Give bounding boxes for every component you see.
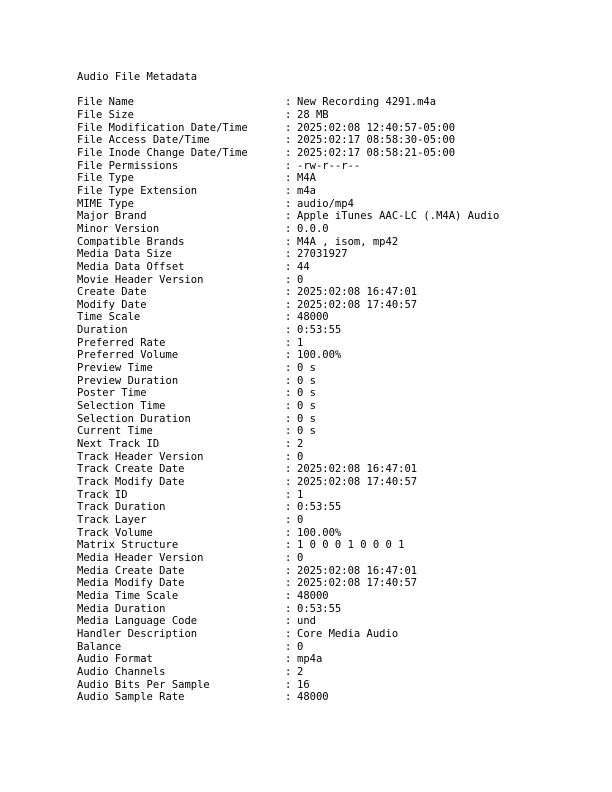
- metadata-key: Preferred Volume: [77, 349, 179, 362]
- metadata-key: Preview Duration: [77, 374, 179, 387]
- metadata-separator: :: [285, 298, 292, 311]
- metadata-key: Media Data Offset: [77, 260, 185, 273]
- metadata-separator: :: [285, 235, 292, 248]
- metadata-key: Media Data Size: [77, 248, 172, 261]
- metadata-key: Media Language Code: [77, 615, 198, 628]
- metadata-key: File Name: [77, 96, 134, 109]
- metadata-row: [77, 324, 499, 337]
- metadata-row: [77, 223, 499, 236]
- metadata-value: 16: [297, 678, 310, 691]
- metadata-separator: :: [285, 374, 292, 387]
- metadata-key: Major Brand: [77, 210, 147, 223]
- metadata-separator: :: [285, 362, 292, 375]
- metadata-value: 0.0.0: [297, 222, 329, 235]
- metadata-separator: :: [285, 425, 292, 438]
- metadata-value: 0:53:55: [297, 602, 342, 615]
- metadata-value: 2: [297, 665, 304, 678]
- metadata-separator: :: [285, 627, 292, 640]
- metadata-row: [77, 425, 499, 438]
- metadata-separator: :: [285, 665, 292, 678]
- metadata-separator: :: [285, 222, 292, 235]
- metadata-separator: :: [285, 96, 292, 109]
- metadata-row: [77, 134, 499, 147]
- metadata-separator: :: [285, 336, 292, 349]
- metadata-separator: :: [285, 526, 292, 539]
- metadata-separator: :: [285, 387, 292, 400]
- metadata-row: [77, 400, 499, 413]
- metadata-key: Track Volume: [77, 526, 153, 539]
- metadata-value: 0: [297, 640, 304, 653]
- metadata-row: [77, 451, 499, 464]
- metadata-row: [77, 96, 499, 109]
- metadata-separator: :: [285, 197, 292, 210]
- metadata-key: Media Time Scale: [77, 589, 179, 602]
- metadata-key: Audio Channels: [77, 665, 166, 678]
- metadata-key: Media Duration: [77, 602, 166, 615]
- metadata-value: 0 s: [297, 374, 316, 387]
- metadata-value: 1: [297, 336, 304, 349]
- metadata-row: [77, 185, 499, 198]
- metadata-key: Matrix Structure: [77, 539, 179, 552]
- metadata-row: [77, 299, 499, 312]
- metadata-separator: :: [285, 121, 292, 134]
- metadata-value: 0: [297, 551, 304, 564]
- metadata-separator: :: [285, 412, 292, 425]
- metadata-key: File Inode Change Date/Time: [77, 146, 248, 159]
- metadata-key: File Modification Date/Time: [77, 121, 248, 134]
- metadata-value: 2: [297, 438, 304, 451]
- metadata-row: [77, 210, 499, 223]
- metadata-separator: :: [285, 551, 292, 564]
- metadata-key: Track ID: [77, 488, 128, 501]
- metadata-row: [77, 160, 499, 173]
- metadata-separator: :: [285, 589, 292, 602]
- metadata-row: [77, 311, 499, 324]
- metadata-value: 0: [297, 273, 304, 286]
- metadata-value: 2025:02:08 16:47:01: [297, 564, 418, 577]
- metadata-row: [77, 274, 499, 287]
- metadata-key: Minor Version: [77, 222, 160, 235]
- metadata-key: Track Header Version: [77, 450, 204, 463]
- metadata-row: [77, 198, 499, 211]
- metadata-row: [77, 603, 499, 616]
- metadata-key: Current Time: [77, 425, 153, 438]
- metadata-key: Audio Sample Rate: [77, 691, 185, 704]
- metadata-separator: :: [285, 184, 292, 197]
- metadata-separator: :: [285, 463, 292, 476]
- metadata-value: Core Media Audio: [297, 627, 399, 640]
- metadata-key: Track Duration: [77, 501, 166, 514]
- metadata-document: [77, 71, 499, 704]
- metadata-row: [77, 641, 499, 654]
- metadata-key: Audio Bits Per Sample: [77, 678, 210, 691]
- metadata-value: 48000: [297, 589, 329, 602]
- metadata-row: [77, 286, 499, 299]
- metadata-separator: :: [285, 286, 292, 299]
- metadata-row: [77, 527, 499, 540]
- metadata-value: Apple iTunes AAC-LC (.M4A) Audio: [297, 210, 500, 223]
- metadata-key: Preview Time: [77, 362, 153, 375]
- metadata-key: Duration: [77, 324, 128, 337]
- metadata-separator: :: [285, 311, 292, 324]
- metadata-separator: :: [285, 260, 292, 273]
- metadata-key: Create Date: [77, 286, 147, 299]
- metadata-separator: :: [285, 324, 292, 337]
- metadata-separator: :: [285, 488, 292, 501]
- metadata-value: audio/mp4: [297, 197, 354, 210]
- metadata-row: [77, 679, 499, 692]
- metadata-key: Track Modify Date: [77, 476, 185, 488]
- metadata-key: File Size: [77, 108, 134, 121]
- metadata-key: Handler Description: [77, 627, 198, 640]
- metadata-row: [77, 577, 499, 590]
- metadata-separator: :: [285, 248, 292, 261]
- metadata-value: 0 s: [297, 362, 316, 375]
- metadata-row: [77, 349, 499, 362]
- metadata-value: M4A , isom, mp42: [297, 235, 399, 248]
- metadata-row: [77, 552, 499, 565]
- metadata-row: [77, 653, 499, 666]
- metadata-value: 1 0 0 0 1 0 0 0 1: [297, 539, 405, 552]
- metadata-key: File Type: [77, 172, 134, 185]
- metadata-row: [77, 501, 499, 514]
- metadata-value: 0 s: [297, 400, 316, 413]
- metadata-separator: :: [285, 513, 292, 526]
- metadata-key: Media Header Version: [77, 551, 204, 564]
- metadata-separator: :: [285, 134, 292, 147]
- metadata-value: 2025:02:17 08:58:30-05:00: [297, 134, 456, 147]
- metadata-value: 48000: [297, 691, 329, 704]
- metadata-key: Time Scale: [77, 311, 141, 324]
- metadata-value: 0 s: [297, 412, 316, 425]
- metadata-separator: :: [285, 577, 292, 590]
- metadata-value: 0: [297, 513, 304, 526]
- metadata-value: 44: [297, 260, 310, 273]
- metadata-row: [77, 476, 499, 489]
- metadata-value: 2025:02:08 17:40:57: [297, 577, 418, 590]
- metadata-row: [77, 236, 499, 249]
- metadata-separator: :: [285, 146, 292, 159]
- metadata-key: Track Layer: [77, 513, 147, 526]
- metadata-separator: :: [285, 691, 292, 704]
- metadata-separator: :: [285, 602, 292, 615]
- metadata-separator: :: [285, 640, 292, 653]
- metadata-key: File Type Extension: [77, 184, 198, 197]
- metadata-key: Media Modify Date: [77, 577, 185, 590]
- metadata-value: 27031927: [297, 248, 348, 261]
- metadata-row: [77, 387, 499, 400]
- metadata-key: Next Track ID: [77, 438, 160, 451]
- metadata-row: [77, 413, 499, 426]
- metadata-value: 0:53:55: [297, 324, 342, 337]
- metadata-row: [77, 248, 499, 261]
- metadata-separator: :: [285, 564, 292, 577]
- metadata-row: [77, 628, 499, 641]
- metadata-value: 0:53:55: [297, 501, 342, 514]
- metadata-key: Movie Header Version: [77, 273, 204, 286]
- metadata-value: 1: [297, 488, 304, 501]
- metadata-separator: :: [285, 539, 292, 552]
- metadata-row: [77, 172, 499, 185]
- metadata-key: Track Create Date: [77, 463, 185, 476]
- metadata-key: Selection Duration: [77, 412, 191, 425]
- metadata-list: [77, 96, 499, 704]
- metadata-value: 2025:02:08 17:40:57: [297, 476, 418, 488]
- metadata-key: MIME Type: [77, 197, 134, 210]
- metadata-separator: :: [285, 159, 292, 172]
- metadata-key: File Access Date/Time: [77, 134, 210, 147]
- metadata-value: und: [297, 615, 316, 628]
- metadata-row: [77, 147, 499, 160]
- metadata-row: [77, 463, 499, 476]
- metadata-row: [77, 375, 499, 388]
- metadata-value: 100.00%: [297, 526, 342, 539]
- metadata-value: 0: [297, 450, 304, 463]
- metadata-key: File Permissions: [77, 159, 179, 172]
- metadata-value: M4A: [297, 172, 316, 185]
- metadata-value: 2025:02:08 12:40:57-05:00: [297, 121, 456, 134]
- metadata-row: [77, 122, 499, 135]
- metadata-value: 2025:02:08 17:40:57: [297, 298, 418, 311]
- metadata-value: m4a: [297, 184, 316, 197]
- metadata-separator: :: [285, 476, 292, 488]
- metadata-row: [77, 362, 499, 375]
- metadata-separator: :: [285, 615, 292, 628]
- metadata-separator: :: [285, 108, 292, 121]
- metadata-separator: :: [285, 273, 292, 286]
- metadata-separator: :: [285, 653, 292, 666]
- metadata-value: 2025:02:08 16:47:01: [297, 463, 418, 476]
- metadata-value: 100.00%: [297, 349, 342, 362]
- metadata-row: [77, 337, 499, 350]
- document-title: Audio File Metadata: [77, 71, 198, 83]
- metadata-separator: :: [285, 349, 292, 362]
- metadata-separator: :: [285, 501, 292, 514]
- metadata-key: Media Create Date: [77, 564, 185, 577]
- metadata-row: [77, 666, 499, 679]
- metadata-value: mp4a: [297, 653, 323, 666]
- metadata-row: [77, 691, 499, 704]
- metadata-row: [77, 615, 499, 628]
- metadata-key: Balance: [77, 640, 122, 653]
- metadata-key: Modify Date: [77, 298, 147, 311]
- metadata-row: [77, 565, 499, 578]
- metadata-value: 2025:02:17 08:58:21-05:00: [297, 146, 456, 159]
- metadata-row: [77, 109, 499, 122]
- metadata-key: Selection Time: [77, 400, 166, 413]
- metadata-row: [77, 590, 499, 603]
- metadata-value: New Recording 4291.m4a: [297, 96, 437, 109]
- metadata-value: 28 MB: [297, 108, 329, 121]
- metadata-value: 48000: [297, 311, 329, 324]
- metadata-key: Audio Format: [77, 653, 153, 666]
- metadata-key: Compatible Brands: [77, 235, 185, 248]
- metadata-row: [77, 261, 499, 274]
- metadata-value: 0 s: [297, 425, 316, 438]
- metadata-key: Preferred Rate: [77, 336, 166, 349]
- metadata-separator: :: [285, 400, 292, 413]
- metadata-separator: :: [285, 450, 292, 463]
- metadata-row: [77, 539, 499, 552]
- metadata-row: [77, 438, 499, 451]
- metadata-separator: :: [285, 172, 292, 185]
- metadata-value: 2025:02:08 16:47:01: [297, 286, 418, 299]
- metadata-value: -rw-r--r--: [297, 159, 361, 172]
- metadata-key: Poster Time: [77, 387, 147, 400]
- metadata-value: 0 s: [297, 387, 316, 400]
- metadata-separator: :: [285, 210, 292, 223]
- metadata-row: [77, 489, 499, 502]
- metadata-row: [77, 514, 499, 527]
- metadata-separator: :: [285, 438, 292, 451]
- metadata-separator: :: [285, 678, 292, 691]
